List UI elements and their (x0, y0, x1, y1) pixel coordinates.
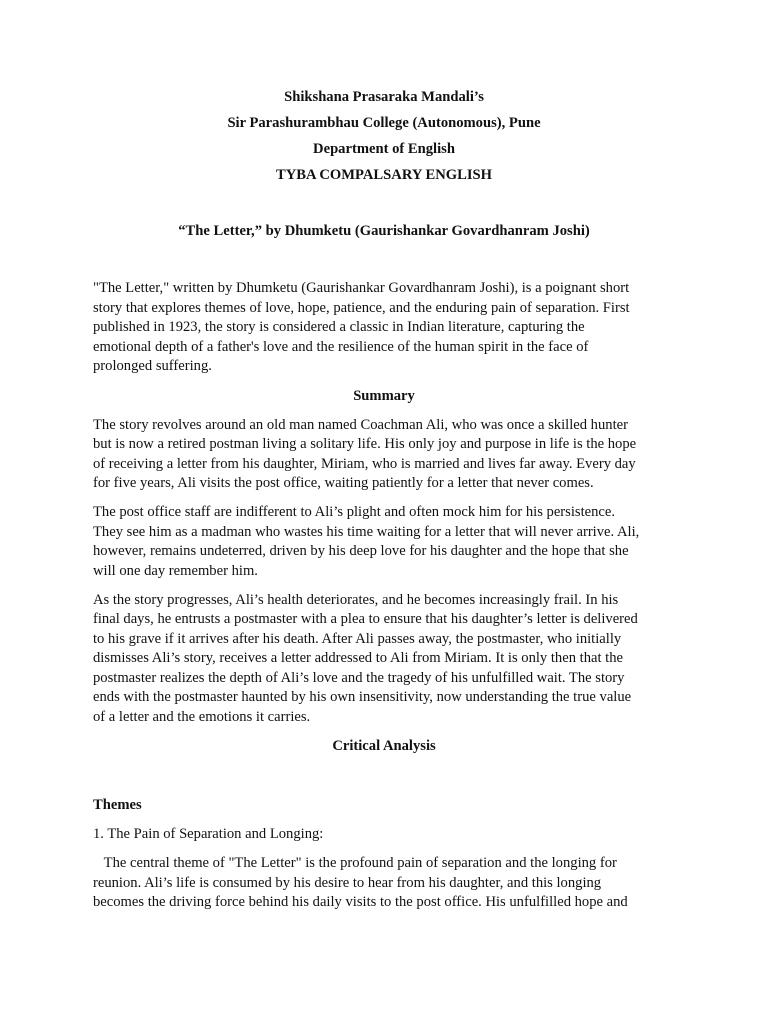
intro-line: prolonged suffering. (93, 358, 212, 374)
summary-line: ends with the postmaster haunted by his own insensitivity, now understanding the true value (93, 689, 632, 705)
themes-heading: Themes (93, 797, 142, 813)
department-heading: Department of English (313, 141, 455, 157)
summary-line: of receiving a letter from his daughter, Miriam, who is married and lives far away. Every day (93, 456, 636, 472)
summary-line: The post office staff are indifferent to Ali’s plight and often mock him for his persistence. (93, 504, 616, 520)
summary-line: but is now a retired postman living a solitary life. His only joy and purpose in life is the hope (93, 436, 637, 452)
document-title: “The Letter,” by Dhumketu (Gaurishankar Govardhanram Joshi) (178, 223, 590, 239)
theme-line: The central theme of "The Letter" is the profound pain of separation and the longing for (93, 855, 617, 871)
intro-line: emotional depth of a father's love and the resilience of the human spirit in the face of (93, 339, 589, 355)
theme-line: becomes the driving force behind his daily visits to the post office. His unfulfilled hope and (93, 894, 628, 910)
critical-analysis-heading: Critical Analysis (332, 738, 436, 754)
summary-line: dismisses Ali’s story, receives a letter addressed to Ali from Miriam. It is only then that the (93, 650, 624, 666)
summary-line: to his grave if it arrives after his death. After Ali passes away, the postmaster, who initially (93, 631, 622, 647)
institution-society-heading: Shikshana Prasaraka Mandali’s (284, 89, 484, 105)
intro-line: story that explores themes of love, hope, patience, and the enduring pain of separation. First (93, 300, 630, 316)
summary-heading: Summary (353, 388, 415, 404)
course-heading: TYBA COMPALSARY ENGLISH (276, 167, 492, 183)
summary-line: will one day remember him. (93, 563, 258, 579)
summary-line: however, remains undeterred, driven by his deep love for his daughter and the hope that she (93, 543, 629, 559)
theme-line: reunion. Ali’s life is consumed by his desire to hear from his daughter, and this longing (93, 875, 602, 891)
summary-line: postmaster realizes the depth of Ali’s love and the tragedy of his unfulfilled wait. The story (93, 670, 625, 686)
summary-line: The story revolves around an old man named Coachman Ali, who was once a skilled hunter (93, 417, 628, 433)
summary-line: final days, he entrusts a postmaster with a plea to ensure that his daughter’s letter is delivered (93, 611, 638, 627)
theme-1-title: 1. The Pain of Separation and Longing: (93, 826, 324, 842)
college-name-heading: Sir Parashurambhau College (Autonomous), Pune (227, 115, 541, 131)
summary-line: for five years, Ali visits the post office, waiting patiently for a letter that never comes. (93, 475, 594, 491)
intro-line: "The Letter," written by Dhumketu (Gaurishankar Govardhanram Joshi), is a poignant short (93, 280, 630, 296)
summary-line: of a letter and the emotions it carries. (93, 709, 311, 725)
summary-line: As the story progresses, Ali’s health deteriorates, and he becomes increasingly frail. In his (93, 592, 619, 608)
intro-line: published in 1923, the story is considered a classic in Indian literature, capturing the (93, 319, 585, 335)
summary-line: They see him as a madman who wastes his time waiting for a letter that will never arrive. Ali, (93, 524, 640, 540)
